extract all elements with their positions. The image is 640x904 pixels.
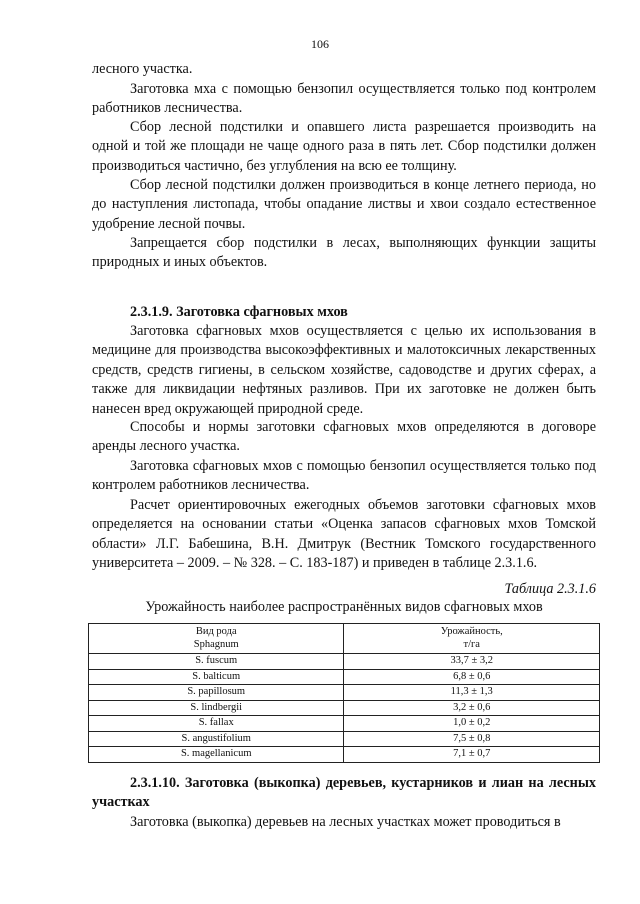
yield-cell: 7,1 ± 0,7 <box>344 747 600 763</box>
paragraph-continuation: лесного участка. <box>92 61 193 77</box>
header-yield-line2: т/га <box>463 638 480 650</box>
table-header-row <box>89 624 600 654</box>
species-cell: S. papillosum <box>89 685 344 701</box>
table-row <box>89 654 600 670</box>
yield-table <box>88 623 600 763</box>
yield-cell: 3,2 ± 0,6 <box>344 700 600 716</box>
species-cell: S. balticum <box>89 669 344 685</box>
yield-cell: 11,3 ± 1,3 <box>344 685 600 701</box>
table-row <box>89 700 600 716</box>
section-heading-trees: 2.3.1.10. Заготовка (выкопка) деревьев, кустарников и лиан на лесных участках <box>92 775 596 811</box>
header-yield <box>344 624 600 654</box>
paragraph-sphagnum-calculation: Расчет ориентировочных ежегодных объемов заготовки сфагновых мхов определяется на основании статьи «Оценка запасов сфагновых мхов Томской области» Л.Г. Бабешина, В.Н. Дмитрук (Вестник Томского государственного университета – 2009. – № 328. – С. 183-187) и приведен в таблице 2.3.1.6. <box>92 497 596 572</box>
header-species <box>89 624 344 654</box>
paragraph-litter-collection: Сбор лесной подстилки и опавшего листа разрешается производить на одной и той же площади не чаще одного раза в пять лет. Сбор подстилки должен производиться частично, без углубления на всю ее толщину. <box>92 119 596 174</box>
header-yield-line1: Урожайность, <box>440 626 503 637</box>
paragraph-sphagnum-chainsaw: Заготовка сфагновых мхов с помощью бензопил осуществляется только под контролем работников лесничества. <box>92 458 596 494</box>
page-number: 106 <box>311 37 329 51</box>
yield-cell: 7,5 ± 0,8 <box>344 731 600 747</box>
table-row <box>89 716 600 732</box>
section-heading-sphagnum: 2.3.1.9. Заготовка сфагновых мхов <box>130 304 348 320</box>
yield-cell: 6,8 ± 0,6 <box>344 669 600 685</box>
paragraph-trees-digging: Заготовка (выкопка) деревьев на лесных участках может проводиться в <box>130 814 561 830</box>
table-row <box>89 747 600 763</box>
species-cell: S. fallax <box>89 716 344 732</box>
species-cell: S. angustifolium <box>89 731 344 747</box>
header-species-line1: Вид рода <box>195 626 237 637</box>
table-row <box>89 685 600 701</box>
table-title: Урожайность наиболее распространённых видов сфагновых мхов <box>145 599 543 615</box>
yield-cell: 33,7 ± 3,2 <box>344 654 600 670</box>
species-cell: S. lindbergii <box>89 700 344 716</box>
paragraph-sphagnum-norms: Способы и нормы заготовки сфагновых мхов определяются в договоре аренды лесного участка. <box>92 419 596 455</box>
paragraph-sphagnum-purpose: Заготовка сфагновых мхов осуществляется с целью их использования в медицине для производства высокоэффективных и малотоксичных лекарственных средств, средств гигиены, в сельском хозяйстве, садоводстве и других сферах, а также для ликвидации нефтяных разливов. При их заготовке не должен быть нанесен вред окружающей природной среде. <box>92 323 596 417</box>
table-row <box>89 669 600 685</box>
table-row <box>89 731 600 747</box>
table-label: Таблица 2.3.1.6 <box>504 581 596 597</box>
species-cell: S. magellanicum <box>89 747 344 763</box>
paragraph-moss-chainsaw: Заготовка мха с помощью бензопил осуществляется только под контролем работников лесничества. <box>92 81 596 117</box>
species-cell: S. fuscum <box>89 654 344 670</box>
paragraph-litter-timing: Сбор лесной подстилки должен производиться в конце летнего периода, но до наступления листопада, чтобы опадание листвы и хвои создало естественное удобрение лесной почвы. <box>92 177 596 232</box>
yield-cell: 1,0 ± 0,2 <box>344 716 600 732</box>
header-species-line2: Sphagnum <box>193 638 239 650</box>
paragraph-litter-prohibition: Запрещается сбор подстилки в лесах, выполняющих функции защиты природных и иных объектов. <box>92 235 596 271</box>
